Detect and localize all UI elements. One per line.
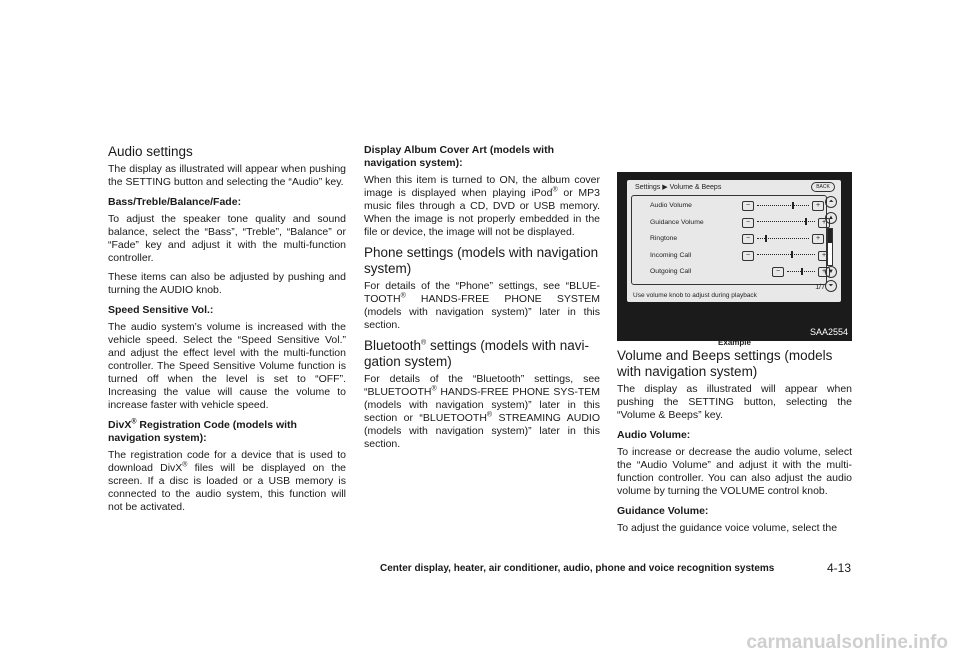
figure-id: SAA2554 [809,327,848,337]
reg-mark: ® [421,339,427,347]
heading-bass: Bass/Treble/Balance/Fade: [108,196,242,208]
scroll-up-icon: ▲ [825,212,837,224]
bt-b: settings (models with navi-gation system) [364,338,590,369]
volume-control [742,251,830,261]
menu-row-label: Audio Volume [650,202,692,209]
album-a: When this item is turned to ON, the album cover image is displayed when playing iPod [364,174,600,199]
level-marker [791,251,793,258]
plus-icon: + [818,251,830,261]
watermark: carmanualsonline.info [746,632,948,653]
para-divx [108,449,346,514]
scrollbar-thumb [828,229,832,243]
settings-screen [627,180,841,302]
divx-p-b: files will be displayed on the screen. If a disc is loaded or a USB memory is connected to the audio system, this function will not be activated. [108,462,347,513]
level-track [757,221,815,224]
menu-row-label: Outgoing Call [650,268,692,275]
volume-menu [631,195,827,285]
volume-control [742,234,824,244]
volume-control [742,201,824,211]
para-volume: The display as illustrated will appear when pushing the SETTING button, selecting the “Volume & Beeps” key. [617,383,852,421]
para-speed: The audio system’s volume is increased with the vehicle speed. Select the “Speed Sensitive Vol.” and adjust the effect level with the multi-function controller. The Speed Sensitive Volume function is turned off when the level is set to “OFF”. Increasing the value will cause the volume to increase faster with vehicle speed. [108,321,346,411]
column-1 [108,144,346,520]
volume-control [772,267,830,277]
heading-speed: Speed Sensitive Vol.: [108,304,214,316]
minus-icon: − [742,234,754,244]
phone-b: HANDS-FREE PHONE SYSTEM (models with navigation system)” later in this section. [364,293,600,331]
plus-icon: + [812,201,824,211]
scroll-bottom-icon: ⏷ [825,280,837,292]
heading-audio-settings: Audio settings [108,144,193,159]
heading-phone: Phone settings (models with navigation system) [364,245,599,276]
divx-a: DivX [108,419,132,431]
level-marker [801,268,803,275]
menu-row-label: Ringtone [650,235,678,242]
page-indicator: 1/7 [815,284,825,291]
para-album [364,174,600,239]
menu-row-label: Incoming Call [650,251,692,259]
level-marker [805,218,807,225]
figure-caption: Example [718,338,751,347]
reg-mark: ® [486,411,493,419]
heading-audio-volume: Audio Volume: [617,429,691,441]
minus-icon: − [772,267,784,277]
level-track [757,205,809,208]
para-guidance: To adjust the guidance voice volume, select the [617,522,838,534]
reg-mark: ® [431,385,437,393]
para-bass-1: To adjust the speaker tone quality and sound balance, select the “Bass”, “Treble”, “Balance” or “Fade” key and adjust it with the multi-function controller. [108,213,346,264]
minus-icon: − [742,218,754,228]
scroll-down-icon: ▼ [825,266,837,278]
para-bass-2: These items can also be adjusted by pushing and turning the AUDIO knob. [108,271,346,296]
menu-row-label: Guidance Volume [650,218,704,226]
minus-icon: − [742,251,754,261]
scrollbar [827,228,833,266]
footer-text: Center display, heater, air conditioner, audio, phone and voice recognition systems [380,563,775,574]
phone-a: For details of the “Phone” settings, see “BLUE-TOOTH [364,280,600,305]
column-2 [364,144,600,457]
heading-guidance-volume: Guidance Volume: [617,505,709,517]
column-3 [617,348,852,541]
reg-mark: ® [552,186,558,194]
divx-p-a: The registration code for a device that is used to download DivX [108,449,346,474]
bt-p-b: HANDS-FREE PHONE SYS-TEM (models with navigation system)” later in this section or “BLUETOOTH [364,386,600,424]
volume-beeps-figure [617,172,852,341]
divx-b: Registration Code (models with navigation system): [108,419,297,444]
scroll-top-icon: ⏶ [825,196,837,208]
heading-volume-beeps: Volume and Beeps settings (models with navigation system) [617,348,833,379]
bt-a: Bluetooth [364,338,422,353]
back-button: BACK [811,182,835,192]
reg-mark: ® [400,292,406,300]
bt-p-c: STREAMING AUDIO (models with navigation system)” later in this section. [364,412,600,450]
heading-divx [108,419,346,445]
heading-bluetooth [364,338,600,370]
level-marker [792,202,794,209]
reg-mark: ® [182,461,188,469]
album-b: or MP3 music files through a CD, DVD or USB memory. When the image is not properly embedded in the file or device, the image will not be displayed. [364,187,600,238]
level-marker [765,235,767,242]
bt-p-a: For details of the “Bluetooth” settings, see “BLUETOOTH [364,373,600,398]
volume-control [742,218,830,228]
level-track [757,254,815,257]
level-track [757,238,809,241]
minus-icon: − [742,201,754,211]
para-audio-volume: To increase or decrease the audio volume, select the “Audio Volume” and adjust it with the multi-function controller. You can also adjust the audio volume by turning the VOLUME control knob. [617,446,852,497]
plus-icon: + [818,267,830,277]
para-phone [364,280,600,332]
level-track [787,271,815,274]
hint-text: Use volume knob to adjust during playback [633,292,757,299]
heading-album-art: Display Album Cover Art (models with navigation system): [364,144,554,169]
page-number: 4-13 [827,561,852,575]
screen-title: Settings ▶ Volume & Beeps [635,184,722,191]
plus-icon: + [812,234,824,244]
para-audio: The display as illustrated will appear when pushing the SETTING button and selecting the “Audio” key. [108,163,346,188]
para-bluetooth [364,373,600,451]
reg-mark: ® [131,418,137,426]
plus-icon: + [818,218,830,228]
